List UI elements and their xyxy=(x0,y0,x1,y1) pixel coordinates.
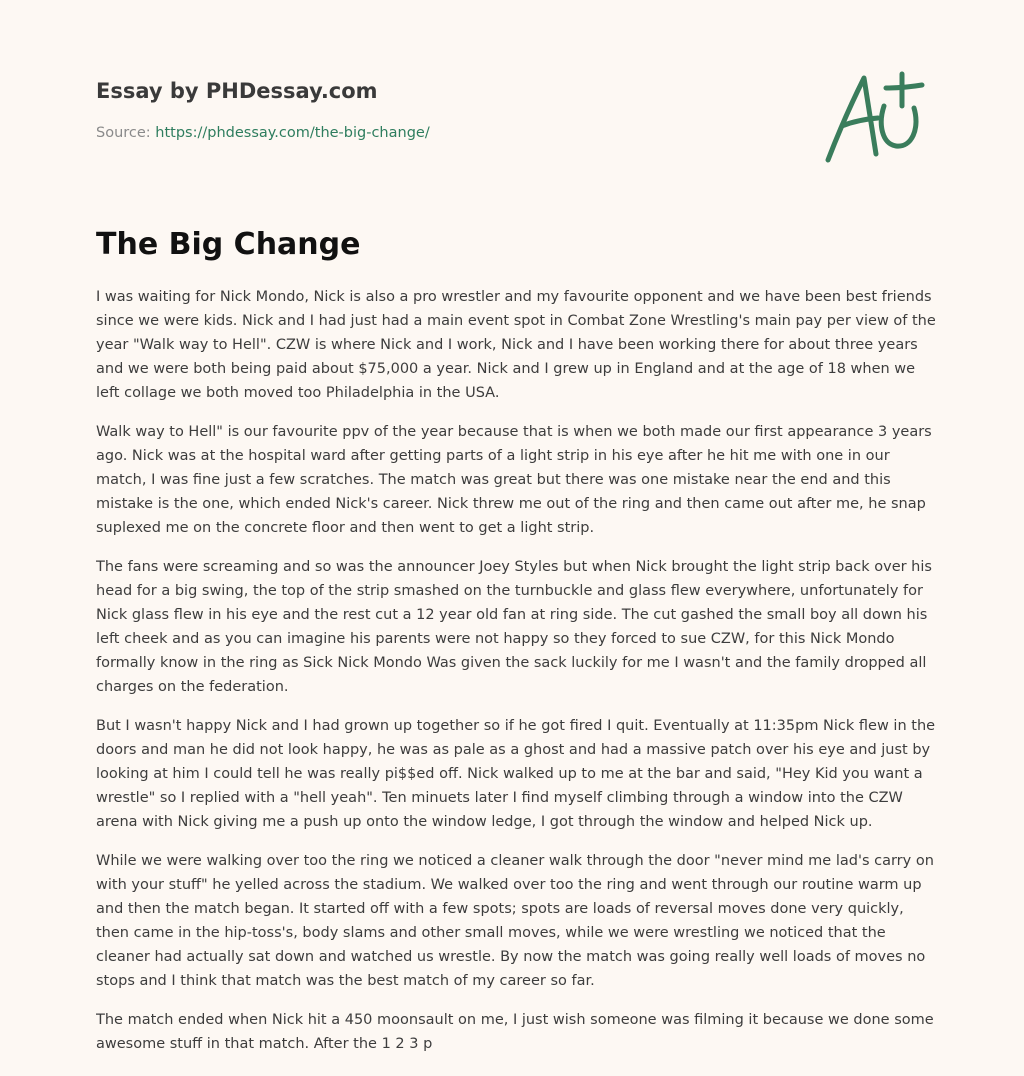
essay-paragraph: I was waiting for Nick Mondo, Nick is also a pro wrestler and my favourite opponent and we have been best friends since we were kids. Nick and I had just had a main event spot in Combat Zone Wrestling's main pay per view of the year "Walk way to Hell". CZW is where Nick and I work, Nick and I have been working there for about three years and we were both being paid about $75,000 a year. Nick and I grew up in England and at the age of 18 when we left collage we both moved too Philadelphia in the USA. xyxy=(96,289,936,401)
source-label: Source: xyxy=(96,125,151,141)
site-brand: Essay by PHDessay.com xyxy=(96,79,378,103)
essay-paragraph: Walk way to Hell" is our favourite ppv of the year because that is when we both made our first appearance 3 years ago. Nick was at the hospital ward after getting parts of a light strip in his eye after he hit me with one in our match, I was fine just a few scratches. The match was great but there was one mistake near the end and this mistake is the one, which ended Nick's career. Nick threw me out of the ring and then came out after me, he snap suplexed me on the concrete floor and then went to get a light strip. xyxy=(96,424,932,536)
source-line xyxy=(96,123,430,143)
essay-body xyxy=(96,285,936,1051)
essay-paragraph: The fans were screaming and so was the announcer Joey Styles but when Nick brought the light strip back over his head for a big swing, the top of the strip smashed on the turnbuckle and glass flew everywhere, unfortunately for Nick glass flew in his eye and the rest cut a 12 year old fan at ring side. The cut gashed the small boy all down his left cheek and as you can imagine his parents were not happy so they forced to sue CZW, for this Nick Mondo formally know in the ring as Sick Nick Mondo Was given the sack luckily for me I wasn't and the family dropped all charges on the federation. xyxy=(96,559,932,695)
essay-title: The Big Change xyxy=(96,227,361,262)
essay-paragraph: While we were walking over too the ring we noticed a cleaner walk through the door "never mind me lad's carry on with your stuff" he yelled across the stadium. We walked over too the ring and went through our routine warm up and then the match began. It started off with a few spots; spots are loads of reversal moves done very quickly, then came in the hip-toss's, body slams and other small moves, while we were wrestling we noticed that the cleaner had actually sat down and watched us wrestle. By now the match was going really well loads of moves no stops and I think that match was the best match of my career so far. xyxy=(96,853,934,989)
essay-paragraph: The match ended when Nick hit a 450 moonsault on me, I just wish someone was filming it because we done some awesome stuff in that match. After the 1 2 3 p xyxy=(96,1012,934,1051)
essay-paragraph: But I wasn't happy Nick and I had grown up together so if he got fired I quit. Eventually at 11:35pm Nick flew in the doors and man he did not look happy, he was as pale as a ghost and had a massive patch over his eye and just by looking at him I could tell he was really pi$$ed off. Nick walked up to me at the bar and said, "Hey Kid you want a wrestle" so I replied with a "hell yeah". Ten minuets later I find myself climbing through a window into the CZW arena with Nick giving me a push up onto the window ledge, I got through the window and helped Nick up. xyxy=(96,718,936,830)
source-link[interactable]: https://phdessay.com/the-big-change/ xyxy=(155,125,430,141)
a-plus-grade-icon xyxy=(822,66,932,166)
